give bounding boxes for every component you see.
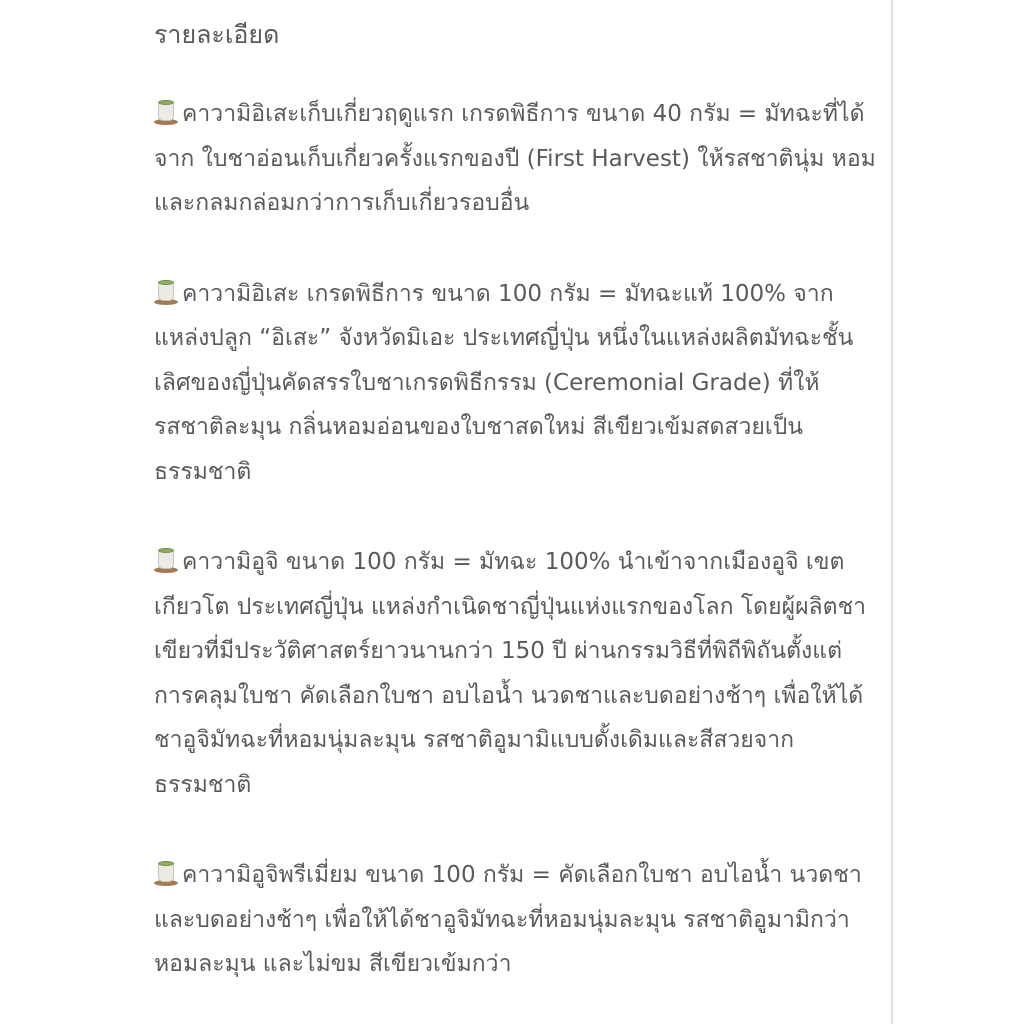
matcha-cup-icon <box>154 860 178 886</box>
description-content <box>154 14 876 987</box>
section-title: รายละเอียด <box>154 20 280 49</box>
description-item-3 <box>154 540 876 807</box>
right-gutter <box>893 0 1024 1024</box>
matcha-cup-icon <box>154 99 178 125</box>
description-item-1 <box>154 92 876 226</box>
description-text-1: คาวามิอิเสะเก็บเกี่ยวฤดูแรก เกรดพิธีการ ขนาด 40 กรัม = มัทฉะที่ได้จาก ใบชาอ่อนเก็บเกี่ยวครั้งแรกของปี (First Harvest) ให้รสชาตินุ่ม หอม และกลมกล่อมกว่าการเก็บเกี่ยวรอบอื่น <box>154 101 876 216</box>
matcha-cup-icon <box>154 547 178 573</box>
description-item-4 <box>154 853 876 987</box>
matcha-cup-icon <box>154 279 178 305</box>
description-text-3: คาวามิอูจิ ขนาด 100 กรัม = มัทฉะ 100% นำเข้าจากเมืองอูจิ เขตเกียวโต ประเทศญี่ปุ่น แหล่งกำเนิดชาญี่ปุ่นแห่งแรกของโลก โดยผู้ผลิตชาเขียวที่มีประวัติศาสตร์ยาวนานกว่า 150 ปี ผ่านกรรมวิธีที่พิถีพิถันตั้งแต่การคลุมใบชา คัดเลือกใบชา อบไอน้ำ นวดชาและบดอย่างช้าๆ เพื่อให้ได้ชาอูจิมัทฉะที่หอมนุ่มละมุน รสชาติอูมามิแบบดั้งเดิมและสีสวยจากธรรมชาติ <box>154 549 867 798</box>
description-item-2 <box>154 272 876 495</box>
description-text-2: คาวามิอิเสะ เกรดพิธีการ ขนาด 100 กรัม = มัทฉะแท้ 100% จากแหล่งปลูก “อิเสะ” จังหวัดมิเอะ ประเทศญี่ปุ่น หนึ่งในแหล่งผลิตมัทฉะชั้นเลิศของญี่ปุ่นคัดสรรใบชาเกรดพิธีกรรม (Ceremonial Grade) ที่ให้รสชาติละมุน กลิ่นหอมอ่อนของใบชาสดใหม่ สีเขียวเข้มสดสวยเป็นธรรมชาติ <box>154 280 854 485</box>
description-text-4: คาวามิอูจิพรีเมี่ยม ขนาด 100 กรัม = คัดเลือกใบชา อบไอน้ำ นวดชา และบดอย่างช้าๆ เพื่อให้ได้ชาอูจิมัทฉะที่หอมนุ่มละมุน รสชาติอูมามิกว่า หอมละมุน และไม่ขม สีเขียวเข้มกว่า <box>154 862 862 977</box>
